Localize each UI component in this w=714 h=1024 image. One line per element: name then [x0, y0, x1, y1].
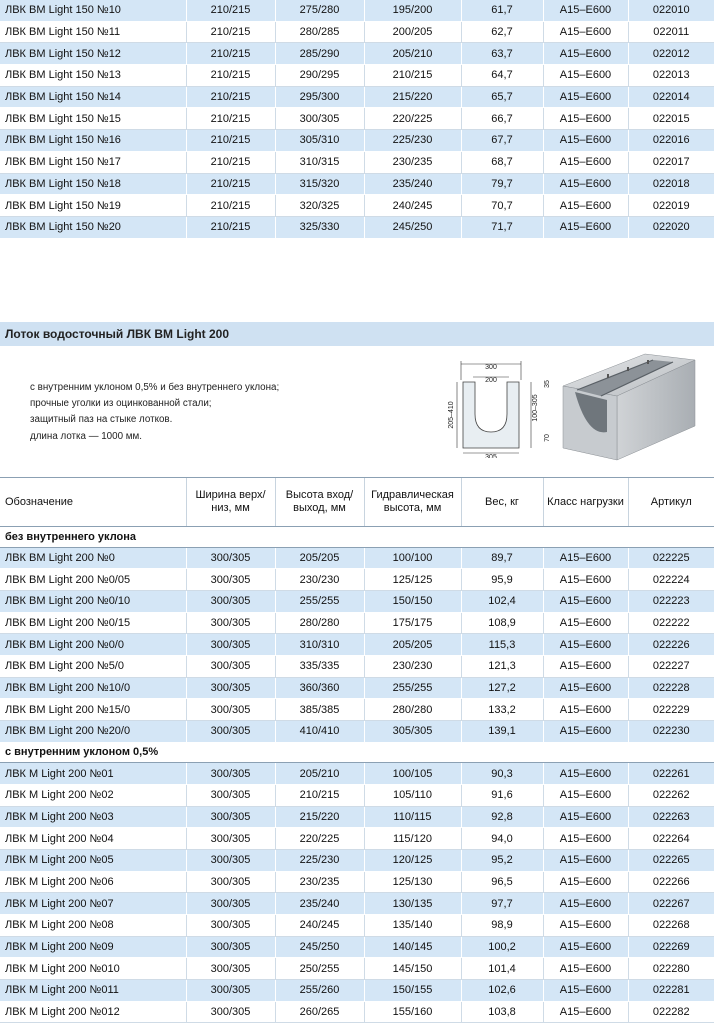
dim-top-offset: 35: [544, 380, 551, 388]
table-cell: 022016: [628, 130, 714, 152]
table-row: [0, 590, 714, 612]
table-cell: ЛВК М Light 200 №03: [0, 806, 186, 828]
table-cell: ЛВК ВМ Light 150 №20: [0, 216, 186, 238]
table-cell: A15–E600: [543, 871, 628, 893]
dim-inner-width: 200: [485, 377, 497, 384]
table-cell: 022013: [628, 65, 714, 87]
table-cell: 320/325: [275, 195, 364, 217]
table-cell: ЛВК М Light 200 №04: [0, 828, 186, 850]
table-cell: 255/255: [364, 677, 461, 699]
table-cell: 64,7: [461, 65, 543, 87]
table-cell: 255/255: [275, 590, 364, 612]
table-cell: 300/305: [186, 763, 275, 785]
cross-section-drawing: [445, 358, 555, 458]
table-row: [0, 763, 714, 785]
table-cell: 022262: [628, 784, 714, 806]
table-cell: 410/410: [275, 721, 364, 743]
table-row: [0, 893, 714, 915]
table-cell: A15–E600: [543, 65, 628, 87]
table-cell: 300/305: [186, 677, 275, 699]
table-cell: 96,5: [461, 871, 543, 893]
table-cell: 280/285: [275, 21, 364, 43]
table-cell: 90,3: [461, 763, 543, 785]
table-cell: 300/305: [186, 1001, 275, 1023]
table-cell: 79,7: [461, 173, 543, 195]
table-cell: ЛВК ВМ Light 150 №17: [0, 151, 186, 173]
table-cell: 280/280: [364, 699, 461, 721]
table-cell: 98,9: [461, 915, 543, 937]
table-row: [0, 806, 714, 828]
table-cell: 022264: [628, 828, 714, 850]
table-cell: ЛВК ВМ Light 150 №13: [0, 65, 186, 87]
table-cell: A15–E600: [543, 130, 628, 152]
section-title: Лоток водосточный ЛВК ВМ Light 200: [5, 327, 230, 341]
table-cell: A15–E600: [543, 849, 628, 871]
table-cell: ЛВК М Light 200 №09: [0, 936, 186, 958]
table-cell: A15–E600: [543, 0, 628, 21]
description-line: длина лотка — 1000 мм.: [30, 430, 142, 442]
table-cell: 240/245: [275, 915, 364, 937]
table-cell: 022269: [628, 936, 714, 958]
table-cell: ЛВК М Light 200 №08: [0, 915, 186, 937]
table-cell: 022017: [628, 151, 714, 173]
table-cell: 220/225: [364, 108, 461, 130]
table-cell: 210/215: [186, 108, 275, 130]
table-row: [0, 612, 714, 634]
dim-height-left: 205–410: [448, 401, 455, 429]
table-cell: 65,7: [461, 86, 543, 108]
table-cell: 250/255: [275, 958, 364, 980]
header-load-class: Класс нагрузки: [543, 478, 628, 527]
table-cell: A15–E600: [543, 721, 628, 743]
table-cell: 100/100: [364, 547, 461, 569]
table-cell: A15–E600: [543, 108, 628, 130]
table-cell: 110/115: [364, 806, 461, 828]
table-cell: 022281: [628, 980, 714, 1002]
table-cell: 300/305: [186, 828, 275, 850]
dim-bottom-offset: 70: [544, 434, 551, 442]
table-cell: 210/215: [186, 0, 275, 21]
table-cell: 215/220: [275, 806, 364, 828]
table-cell: ЛВК ВМ Light 150 №12: [0, 43, 186, 65]
table-cell: 105/110: [364, 784, 461, 806]
header-designation: Обозначение: [0, 478, 186, 527]
table-cell: ЛВК М Light 200 №02: [0, 784, 186, 806]
table-cell: 300/305: [186, 915, 275, 937]
table-row: [0, 130, 714, 152]
table-cell: ЛВК М Light 200 №01: [0, 763, 186, 785]
table-cell: 230/230: [364, 655, 461, 677]
table-cell: A15–E600: [543, 86, 628, 108]
table-cell: 103,8: [461, 1001, 543, 1023]
table-cell: A15–E600: [543, 195, 628, 217]
table-cell: A15–E600: [543, 677, 628, 699]
table-cell: ЛВК М Light 200 №011: [0, 980, 186, 1002]
table-cell: 108,9: [461, 612, 543, 634]
table-cell: ЛВК ВМ Light 200 №0: [0, 547, 186, 569]
table-cell: 210/215: [186, 195, 275, 217]
table-cell: ЛВК ВМ Light 200 №20/0: [0, 721, 186, 743]
table-row: [0, 677, 714, 699]
table-row: [0, 634, 714, 656]
table-row: [0, 173, 714, 195]
table-cell: 210/215: [186, 43, 275, 65]
channel-profile: [463, 382, 519, 448]
table-cell: 022261: [628, 763, 714, 785]
table-cell: 230/235: [275, 871, 364, 893]
header-weight: Вес, кг: [461, 478, 543, 527]
table-cell: 360/360: [275, 677, 364, 699]
table-cell: A15–E600: [543, 806, 628, 828]
table-cell: 022011: [628, 21, 714, 43]
table-cell: 91,6: [461, 784, 543, 806]
header-height: Высота вход/выход, мм: [275, 478, 364, 527]
table-cell: A15–E600: [543, 1001, 628, 1023]
table-row: [0, 958, 714, 980]
table-cell: 335/335: [275, 655, 364, 677]
table-cell: 022267: [628, 893, 714, 915]
table-cell: A15–E600: [543, 43, 628, 65]
table-cell: 120/125: [364, 849, 461, 871]
table-cell: 225/230: [364, 130, 461, 152]
table-cell: ЛВК ВМ Light 150 №11: [0, 21, 186, 43]
table-cell: 022019: [628, 195, 714, 217]
table-cell: ЛВК ВМ Light 150 №18: [0, 173, 186, 195]
table-row: [0, 699, 714, 721]
table-cell: A15–E600: [543, 915, 628, 937]
table-cell: 255/260: [275, 980, 364, 1002]
description-line: с внутренним уклоном 0,5% и без внутреннего уклона;: [30, 382, 280, 393]
table-cell: 150/150: [364, 590, 461, 612]
header-width: Ширина верх/низ, мм: [186, 478, 275, 527]
table-cell: 115/120: [364, 828, 461, 850]
table-cell: 121,3: [461, 655, 543, 677]
table-cell: 210/215: [364, 65, 461, 87]
table-cell: ЛВК ВМ Light 200 №15/0: [0, 699, 186, 721]
table-cell: 022226: [628, 634, 714, 656]
table-cell: 022020: [628, 216, 714, 238]
table-cell: 300/305: [186, 569, 275, 591]
group-heading: без внутреннего уклона: [0, 527, 714, 548]
table-cell: ЛВК ВМ Light 200 №5/0: [0, 655, 186, 677]
table-cell: ЛВК ВМ Light 200 №0/05: [0, 569, 186, 591]
table-cell: A15–E600: [543, 655, 628, 677]
table-cell: A15–E600: [543, 590, 628, 612]
table-cell: 230/235: [364, 151, 461, 173]
table-cell: 300/305: [275, 108, 364, 130]
table-cell: 022223: [628, 590, 714, 612]
table-cell: 300/305: [186, 958, 275, 980]
table-cell: 022015: [628, 108, 714, 130]
product-table-body: [0, 527, 714, 1023]
table-cell: 205/205: [275, 547, 364, 569]
table-cell: 285/290: [275, 43, 364, 65]
table-cell: 240/245: [364, 195, 461, 217]
table-row: [0, 65, 714, 87]
table-cell: ЛВК М Light 200 №07: [0, 893, 186, 915]
table-cell: 205/210: [275, 763, 364, 785]
table-cell: 210/215: [275, 784, 364, 806]
table-cell: 210/215: [186, 86, 275, 108]
table-cell: A15–E600: [543, 151, 628, 173]
table-cell: ЛВК М Light 200 №012: [0, 1001, 186, 1023]
table-cell: A15–E600: [543, 784, 628, 806]
table-cell: ЛВК ВМ Light 150 №16: [0, 130, 186, 152]
table-cell: 89,7: [461, 547, 543, 569]
table-cell: 305/310: [275, 130, 364, 152]
table-cell: 95,2: [461, 849, 543, 871]
header-hydraulic-height: Гидравлическая высота, мм: [364, 478, 461, 527]
table-cell: 310/310: [275, 634, 364, 656]
table-cell: 245/250: [275, 936, 364, 958]
table-cell: 022229: [628, 699, 714, 721]
table-cell: 280/280: [275, 612, 364, 634]
table-cell: ЛВК ВМ Light 150 №10: [0, 0, 186, 21]
table-cell: A15–E600: [543, 828, 628, 850]
table-cell: 300/305: [186, 936, 275, 958]
table-cell: 125/125: [364, 569, 461, 591]
table-row: [0, 849, 714, 871]
table-row: [0, 216, 714, 238]
description-line: защитный паз на стыке лотков.: [30, 414, 173, 426]
table-row: [0, 828, 714, 850]
table-row: [0, 151, 714, 173]
table-cell: 300/305: [186, 590, 275, 612]
table-cell: ЛВК ВМ Light 200 №0/10: [0, 590, 186, 612]
table-cell: 022266: [628, 871, 714, 893]
table-cell: 100,2: [461, 936, 543, 958]
table-cell: 022230: [628, 721, 714, 743]
table-row: [0, 980, 714, 1002]
table-cell: 200/205: [364, 21, 461, 43]
table-cell: 300/305: [186, 849, 275, 871]
dim-height-right: 100–305: [532, 394, 539, 422]
table-cell: 295/300: [275, 86, 364, 108]
table-cell: A15–E600: [543, 893, 628, 915]
group-heading-row: [0, 527, 714, 548]
table-cell: 100/105: [364, 763, 461, 785]
group-heading: с внутренним уклоном 0,5%: [0, 742, 714, 763]
table-cell: 310/315: [275, 151, 364, 173]
table-cell: 022263: [628, 806, 714, 828]
header-article: Артикул: [628, 478, 714, 527]
table-cell: 210/215: [186, 151, 275, 173]
table-cell: 175/175: [364, 612, 461, 634]
table-cell: 61,7: [461, 0, 543, 21]
table-row: [0, 1001, 714, 1023]
table-cell: 022018: [628, 173, 714, 195]
table-row: [0, 569, 714, 591]
product-description: [30, 380, 279, 445]
table-cell: A15–E600: [543, 612, 628, 634]
table-cell: 102,6: [461, 980, 543, 1002]
table-cell: 66,7: [461, 108, 543, 130]
table-cell: 210/215: [186, 173, 275, 195]
table-cell: 67,7: [461, 130, 543, 152]
table-cell: 150/155: [364, 980, 461, 1002]
table-cell: ЛВК ВМ Light 150 №19: [0, 195, 186, 217]
table-row: [0, 0, 714, 21]
table-cell: 145/150: [364, 958, 461, 980]
channel-product-image: [555, 348, 705, 463]
table-cell: 225/230: [275, 849, 364, 871]
table-cell: 300/305: [186, 893, 275, 915]
table-cell: 215/220: [364, 86, 461, 108]
table-cell: 022268: [628, 915, 714, 937]
table-header-row: [0, 478, 714, 527]
table-cell: 300/305: [186, 699, 275, 721]
dim-top-width: 300: [485, 364, 497, 371]
table-row: [0, 547, 714, 569]
table-cell: 022282: [628, 1001, 714, 1023]
table-cell: A15–E600: [543, 547, 628, 569]
table-cell: 300/305: [186, 721, 275, 743]
table-cell: 325/330: [275, 216, 364, 238]
table-cell: 275/280: [275, 0, 364, 21]
table-cell: A15–E600: [543, 958, 628, 980]
table-cell: 230/230: [275, 569, 364, 591]
table-cell: A15–E600: [543, 216, 628, 238]
table-row: [0, 655, 714, 677]
table-row: [0, 108, 714, 130]
table-cell: 300/305: [186, 871, 275, 893]
table-cell: 305/305: [364, 721, 461, 743]
table-cell: A15–E600: [543, 699, 628, 721]
top-product-table: [0, 0, 714, 239]
table-cell: 130/135: [364, 893, 461, 915]
table-cell: 022280: [628, 958, 714, 980]
table-cell: 022014: [628, 86, 714, 108]
group-heading-row: [0, 742, 714, 763]
table-cell: 94,0: [461, 828, 543, 850]
table-cell: 155/160: [364, 1001, 461, 1023]
table-cell: 300/305: [186, 806, 275, 828]
table-cell: 92,8: [461, 806, 543, 828]
table-cell: 235/240: [275, 893, 364, 915]
table-cell: ЛВК ВМ Light 150 №14: [0, 86, 186, 108]
table-cell: 385/385: [275, 699, 364, 721]
table-cell: 127,2: [461, 677, 543, 699]
table-cell: 139,1: [461, 721, 543, 743]
table-cell: 300/305: [186, 784, 275, 806]
table-cell: ЛВК М Light 200 №010: [0, 958, 186, 980]
table-cell: 125/130: [364, 871, 461, 893]
table-row: [0, 871, 714, 893]
table-cell: 022225: [628, 547, 714, 569]
table-cell: 290/295: [275, 65, 364, 87]
table-cell: 300/305: [186, 547, 275, 569]
table-row: [0, 784, 714, 806]
table-row: [0, 915, 714, 937]
table-cell: 62,7: [461, 21, 543, 43]
table-cell: 235/240: [364, 173, 461, 195]
table-cell: 300/305: [186, 634, 275, 656]
table-cell: 115,3: [461, 634, 543, 656]
table-cell: 022012: [628, 43, 714, 65]
table-cell: 205/205: [364, 634, 461, 656]
table-cell: 300/305: [186, 612, 275, 634]
table-cell: A15–E600: [543, 21, 628, 43]
table-cell: 315/320: [275, 173, 364, 195]
table-cell: 260/265: [275, 1001, 364, 1023]
table-cell: 300/305: [186, 655, 275, 677]
product-specs-table: [0, 477, 714, 1023]
table-cell: 022227: [628, 655, 714, 677]
table-cell: 205/210: [364, 43, 461, 65]
table-cell: 022222: [628, 612, 714, 634]
table-cell: ЛВК М Light 200 №05: [0, 849, 186, 871]
table-cell: 022228: [628, 677, 714, 699]
table-row: [0, 43, 714, 65]
table-row: [0, 721, 714, 743]
table-cell: ЛВК ВМ Light 200 №10/0: [0, 677, 186, 699]
table-cell: 195/200: [364, 0, 461, 21]
table-row: [0, 195, 714, 217]
table-cell: 71,7: [461, 216, 543, 238]
table-cell: A15–E600: [543, 936, 628, 958]
table-cell: 210/215: [186, 65, 275, 87]
top-table-body: [0, 0, 714, 238]
table-cell: A15–E600: [543, 980, 628, 1002]
table-cell: 220/225: [275, 828, 364, 850]
table-row: [0, 936, 714, 958]
table-cell: 300/305: [186, 980, 275, 1002]
table-cell: 245/250: [364, 216, 461, 238]
table-row: [0, 21, 714, 43]
table-cell: A15–E600: [543, 569, 628, 591]
table-cell: 210/215: [186, 216, 275, 238]
table-cell: 022224: [628, 569, 714, 591]
table-cell: 210/215: [186, 130, 275, 152]
table-cell: ЛВК ВМ Light 200 №0/0: [0, 634, 186, 656]
table-cell: 101,4: [461, 958, 543, 980]
table-row: [0, 86, 714, 108]
table-cell: A15–E600: [543, 763, 628, 785]
dim-bottom-width: 305: [485, 454, 497, 458]
table-cell: 70,7: [461, 195, 543, 217]
table-cell: 68,7: [461, 151, 543, 173]
table-cell: A15–E600: [543, 173, 628, 195]
description-line: прочные уголки из оцинкованной стали;: [30, 398, 212, 410]
table-cell: 022010: [628, 0, 714, 21]
table-cell: ЛВК ВМ Light 200 №0/15: [0, 612, 186, 634]
table-cell: 210/215: [186, 21, 275, 43]
table-cell: A15–E600: [543, 634, 628, 656]
table-cell: 102,4: [461, 590, 543, 612]
table-cell: 133,2: [461, 699, 543, 721]
table-cell: 95,9: [461, 569, 543, 591]
table-cell: 135/140: [364, 915, 461, 937]
table-cell: 97,7: [461, 893, 543, 915]
table-cell: 63,7: [461, 43, 543, 65]
table-cell: ЛВК М Light 200 №06: [0, 871, 186, 893]
table-cell: ЛВК ВМ Light 150 №15: [0, 108, 186, 130]
table-cell: 022265: [628, 849, 714, 871]
table-cell: 140/145: [364, 936, 461, 958]
